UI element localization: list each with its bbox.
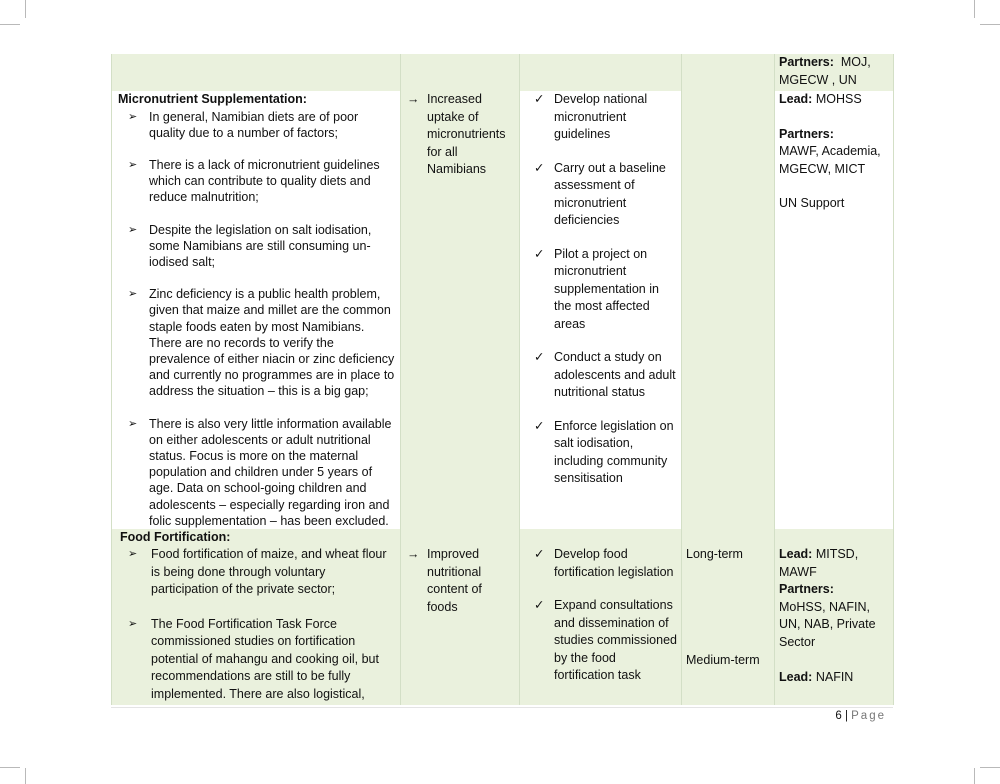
- list-item: ➢ Zinc deficiency is a public health problem, given that maize and millet are the common staple foods eaten by most Namibians. There are no records to verify the prevalence of either niacin or zinc deficiency and currently no programmes are in place to address the situation – this is a big gap;: [128, 287, 395, 399]
- list-item: ➢ Food fortification of maize, and wheat flour is being done through voluntary participation of the private sector;: [128, 547, 387, 597]
- check-mark-icon: ✓: [534, 547, 545, 562]
- footer-separator: |: [844, 710, 848, 722]
- partners-value: MoHSS, NAFIN, UN, NAB, Private Sector: [779, 599, 876, 649]
- check-mark-icon: ✓: [534, 246, 545, 261]
- partners-label: Partners:: [779, 582, 834, 597]
- list-item: ✓ Develop food fortification legislation: [534, 547, 674, 579]
- table-row-fortification: [112, 529, 894, 705]
- page-footer: [700, 710, 886, 722]
- list-item: ✓ Conduct a study on adolescents and adult nutritional status: [534, 350, 676, 399]
- action-plan-table: [111, 54, 894, 705]
- actions-list: [524, 546, 677, 685]
- issues-list: [120, 546, 396, 703]
- issues-cell: [112, 91, 401, 529]
- partners-label: Partners:: [779, 126, 834, 141]
- page-word: Page: [851, 710, 886, 722]
- list-item: ✓ Expand consultations and dissemination of studies commissioned by the food fortification task: [534, 598, 677, 683]
- check-mark-icon: ✓: [534, 92, 545, 106]
- responsibility-cell: [775, 529, 894, 705]
- timeframe-cell: [682, 91, 775, 529]
- right-arrow-icon: →: [407, 92, 420, 106]
- outcome-cell: [401, 91, 520, 529]
- outcome-item: → Increased uptake of micronutrients for all Namibians: [407, 92, 506, 176]
- timeframe-value: Long-term: [686, 547, 743, 562]
- list-item: ✓ Pilot a project on micronutrient supplementation in the most affected areas: [534, 246, 659, 331]
- outcome-item: → Improved nutritional content of foods: [407, 547, 482, 614]
- timeframe-value: Medium-term: [686, 652, 760, 667]
- timeframe-cell: [682, 529, 775, 705]
- list-item: ➢ The Food Fortification Task Force commissioned studies on fortification potential of mahangu and cooking oil, but recommendations are still to be fully implemented. There are also logistical,: [128, 616, 379, 701]
- section-heading: Micronutrient Supplementation:: [118, 92, 307, 106]
- timeframe-cell: [682, 54, 775, 91]
- actions-cell: [520, 54, 682, 91]
- crop-mark: [974, 0, 975, 18]
- check-mark-icon: ✓: [534, 350, 545, 364]
- lead-label: Lead:: [779, 669, 813, 684]
- arrowhead-bullet-icon: ➢: [128, 158, 138, 171]
- lead-label: Lead:: [779, 547, 813, 562]
- arrowhead-bullet-icon: ➢: [128, 417, 138, 430]
- partners-value: MOJ, MGECW , UN: [779, 55, 871, 87]
- outcome-cell: [401, 54, 520, 91]
- list-item: ➢ There is also very little information available on either adolescents or adult nutritional status. Focus is more on the maternal population and children under 5 years of age. Data on school-going children and adolescents – especially regarding iron and folic supplementation – has been excluded.: [128, 416, 392, 528]
- responsibility-cell: [775, 54, 894, 91]
- page-number: 6: [835, 710, 842, 722]
- arrowhead-bullet-icon: ➢: [128, 223, 138, 236]
- crop-mark: [25, 0, 26, 18]
- check-mark-icon: ✓: [534, 598, 545, 613]
- list-item: ➢ There is a lack of micronutrient guidelines which can contribute to quality diets and reduce malnutrition;: [128, 157, 380, 205]
- lead-value: MITSD, MAWF: [779, 547, 859, 579]
- crop-mark: [25, 768, 26, 784]
- actions-cell: [520, 529, 682, 705]
- crop-mark: [980, 24, 1000, 25]
- table-row-continued: [112, 54, 894, 91]
- actions-cell: [520, 91, 682, 529]
- crop-mark: [0, 767, 20, 768]
- crop-mark: [0, 24, 20, 25]
- crop-mark: [974, 768, 975, 784]
- responsibility-cell: [775, 91, 894, 529]
- support-text: UN Support: [779, 196, 845, 210]
- check-mark-icon: ✓: [534, 160, 545, 175]
- issues-list: [118, 109, 396, 529]
- arrowhead-bullet-icon: ➢: [128, 548, 138, 561]
- list-item: ✓ Develop national micronutrient guidelines: [534, 92, 648, 141]
- partners-label: Partners:: [779, 55, 834, 69]
- footer-divider: [111, 707, 893, 708]
- lead-value: MOHSS: [815, 92, 862, 106]
- list-item: ✓ Enforce legislation on salt iodisation, including community sensitisation: [534, 418, 674, 485]
- outcome-cell: [401, 529, 520, 705]
- issues-cell: [112, 54, 401, 91]
- crop-mark: [980, 767, 1000, 768]
- arrowhead-bullet-icon: ➢: [128, 288, 138, 301]
- list-item: ➢ Despite the legislation on salt iodisation, some Namibians are still consuming un-iodised salt;: [128, 222, 372, 269]
- lead-label: Lead:: [779, 92, 813, 106]
- lead-value: NAFIN: [815, 669, 854, 684]
- actions-list: [524, 91, 677, 488]
- check-mark-icon: ✓: [534, 418, 545, 433]
- list-item: ➢ In general, Namibian diets are of poor quality due to a number of factors;: [128, 109, 359, 140]
- arrowhead-bullet-icon: ➢: [128, 617, 138, 630]
- section-heading: Food Fortification:: [120, 529, 231, 544]
- partners-value: MAWF, Academia, MGECW, MICT: [779, 144, 881, 176]
- right-arrow-icon: →: [407, 547, 420, 562]
- list-item: ✓ Carry out a baseline assessment of micronutrient deficiencies: [534, 160, 666, 227]
- issues-cell: [112, 529, 401, 705]
- table-row-micronutrient: [112, 91, 894, 529]
- arrowhead-bullet-icon: ➢: [128, 110, 138, 123]
